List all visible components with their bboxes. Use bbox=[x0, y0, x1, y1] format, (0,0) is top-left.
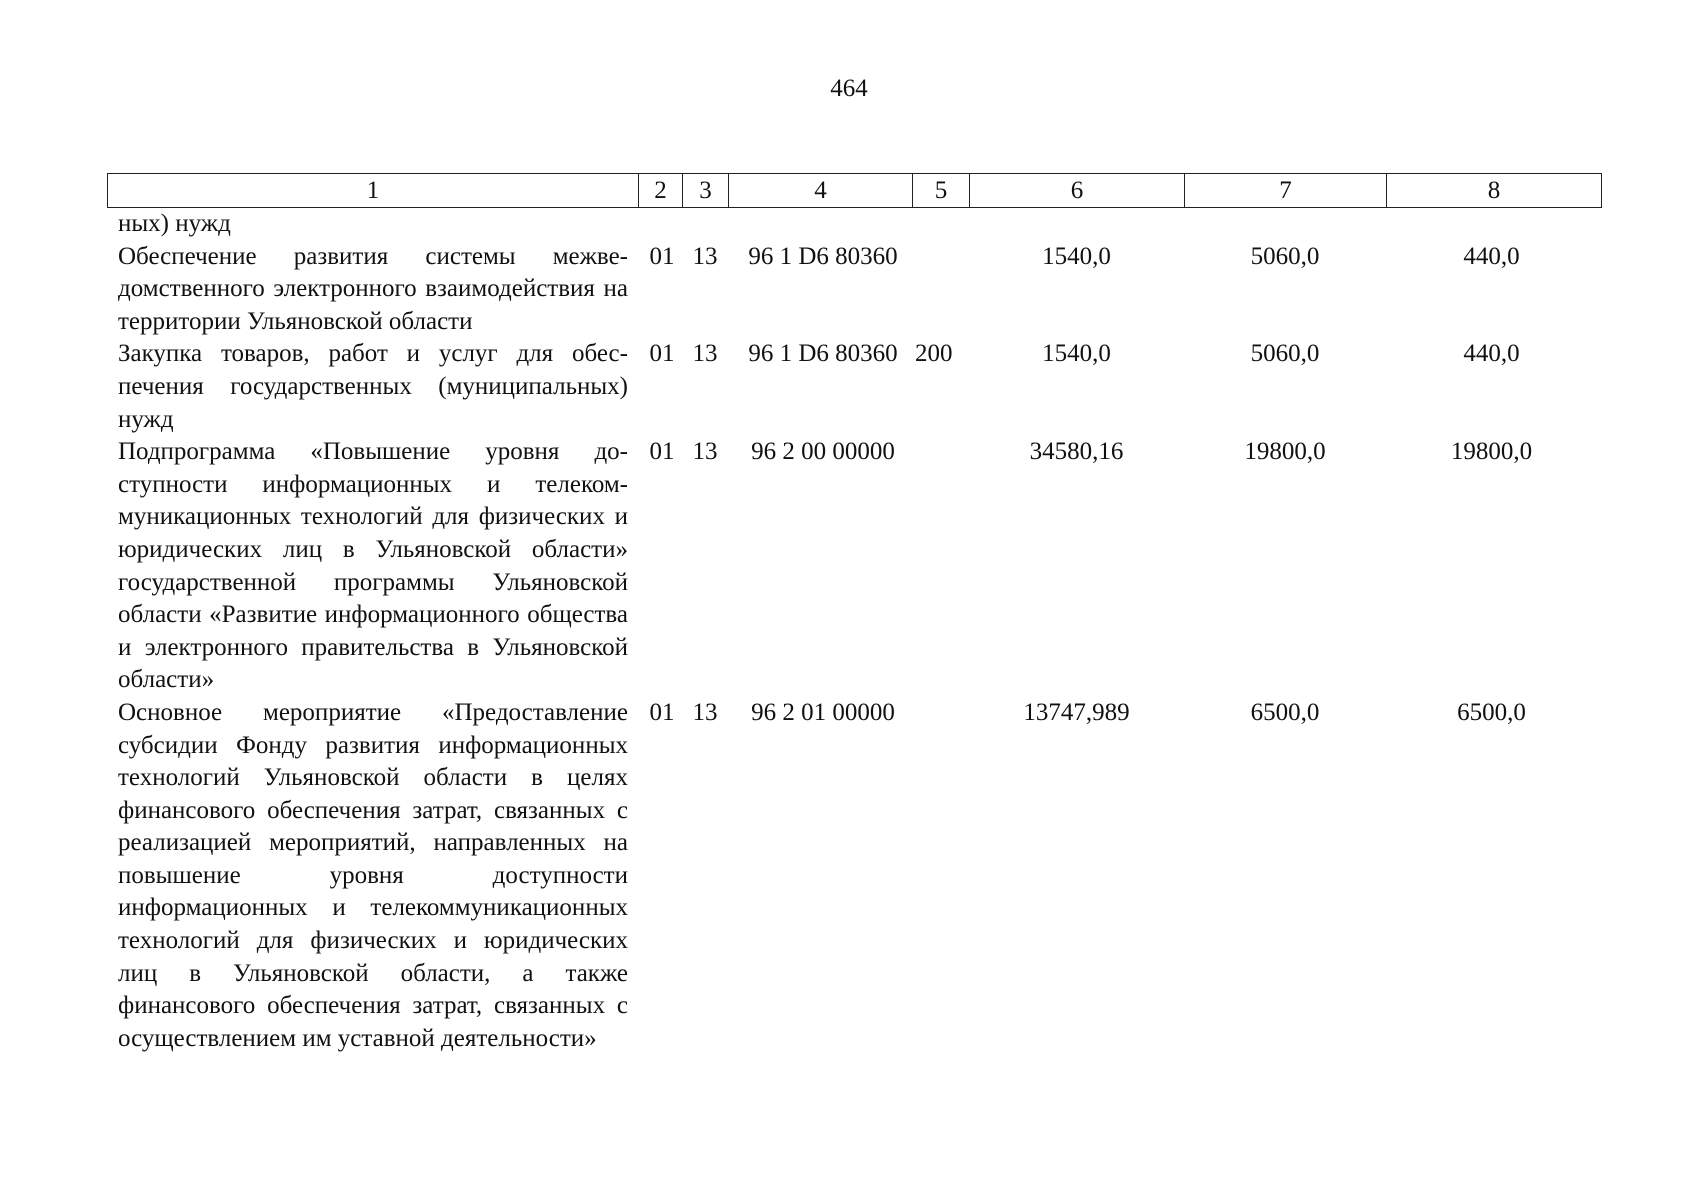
row-section: 01 bbox=[649, 698, 675, 726]
page-number: 464 bbox=[830, 75, 868, 102]
row-name: Основное мероприятие «Предоставление субсидии Фонду развития информационных технологий Ульяновской области в целях финансового обеспечения затрат, связанных с реализацией мероприятий, направленных на повышение уровня доступности информационных и телекоммуникационных технологий для физических и юридических лиц в Ульяновской области, а также финансового обеспечения затрат, связанных с осуществлением им уставной деятельности» bbox=[118, 698, 628, 1052]
row-name: Закупка товаров, работ и услуг для обеспечения государственных (муниципальных) нужд bbox=[118, 340, 628, 433]
row-expense-type bbox=[912, 241, 969, 339]
row-subsection: 13 bbox=[692, 438, 718, 466]
row-subsection: 13 bbox=[692, 698, 718, 726]
row-value-6: 1540,0 bbox=[1042, 340, 1111, 368]
header-col-7: 7 bbox=[1185, 174, 1387, 208]
row-expense-type: 200 bbox=[915, 340, 953, 368]
row-section bbox=[638, 208, 682, 241]
row-value-6 bbox=[969, 208, 1184, 241]
row-name: ных) нужд bbox=[118, 210, 231, 237]
row-section: 01 bbox=[649, 438, 675, 466]
row-expense-type bbox=[912, 697, 969, 1056]
row-value-7: 6500,0 bbox=[1250, 698, 1320, 726]
row-name: Подпрограмма «Повышение уровня доступности информационных и телекоммуникационных технологий для физических и юридических лиц в Ульяновской области» государственной программы Ульяновской области «Развитие информационного общества и электронного правительства в Ульяновской области» bbox=[118, 438, 628, 694]
row-target-code: 96 1 D6 80360 bbox=[748, 242, 898, 270]
table-body bbox=[107, 208, 1601, 1055]
row-value-7 bbox=[1184, 208, 1386, 241]
header-col-2: 2 bbox=[639, 174, 683, 208]
row-subsection: 13 bbox=[692, 242, 718, 270]
row-name: Обеспечение развития системы межведомственного электронного взаимодействия на территории Ульяновской области bbox=[118, 242, 628, 335]
row-expense-type bbox=[912, 436, 969, 697]
row-value-8: 6500,0 bbox=[1457, 698, 1526, 726]
row-value-7: 19800,0 bbox=[1244, 438, 1326, 466]
row-value-8: 440,0 bbox=[1463, 340, 1520, 368]
header-col-1: 1 bbox=[108, 174, 639, 208]
row-value-6: 34580,16 bbox=[1029, 438, 1124, 466]
row-value-8: 440,0 bbox=[1463, 242, 1520, 270]
table-row bbox=[107, 338, 1601, 436]
header-col-3: 3 bbox=[683, 174, 729, 208]
row-target-code: 96 1 D6 80360 bbox=[748, 340, 898, 368]
row-subsection bbox=[682, 208, 728, 241]
row-target-code: 96 2 01 00000 bbox=[751, 698, 895, 726]
header-row bbox=[108, 174, 1602, 208]
row-value-8: 19800,0 bbox=[1450, 438, 1533, 466]
row-value-7: 5060,0 bbox=[1250, 242, 1320, 270]
budget-table bbox=[107, 173, 1601, 1055]
row-section: 01 bbox=[649, 242, 675, 270]
header-col-5: 5 bbox=[913, 174, 970, 208]
table-row bbox=[107, 241, 1601, 339]
row-section: 01 bbox=[649, 340, 675, 368]
table-row bbox=[107, 208, 1601, 241]
row-target-code: 96 2 00 00000 bbox=[751, 438, 895, 466]
table-row bbox=[107, 697, 1601, 1056]
table-row bbox=[107, 436, 1601, 697]
row-expense-type bbox=[912, 208, 969, 241]
header-col-4: 4 bbox=[729, 174, 913, 208]
header-col-8: 8 bbox=[1387, 174, 1602, 208]
row-value-7: 5060,0 bbox=[1250, 340, 1320, 368]
table-header bbox=[107, 173, 1602, 208]
row-subsection: 13 bbox=[692, 340, 718, 368]
row-value-8 bbox=[1386, 208, 1601, 241]
header-col-6: 6 bbox=[970, 174, 1185, 208]
row-target-code bbox=[728, 208, 912, 241]
row-value-6: 1540,0 bbox=[1042, 242, 1111, 270]
row-value-6: 13747,989 bbox=[1023, 698, 1130, 726]
